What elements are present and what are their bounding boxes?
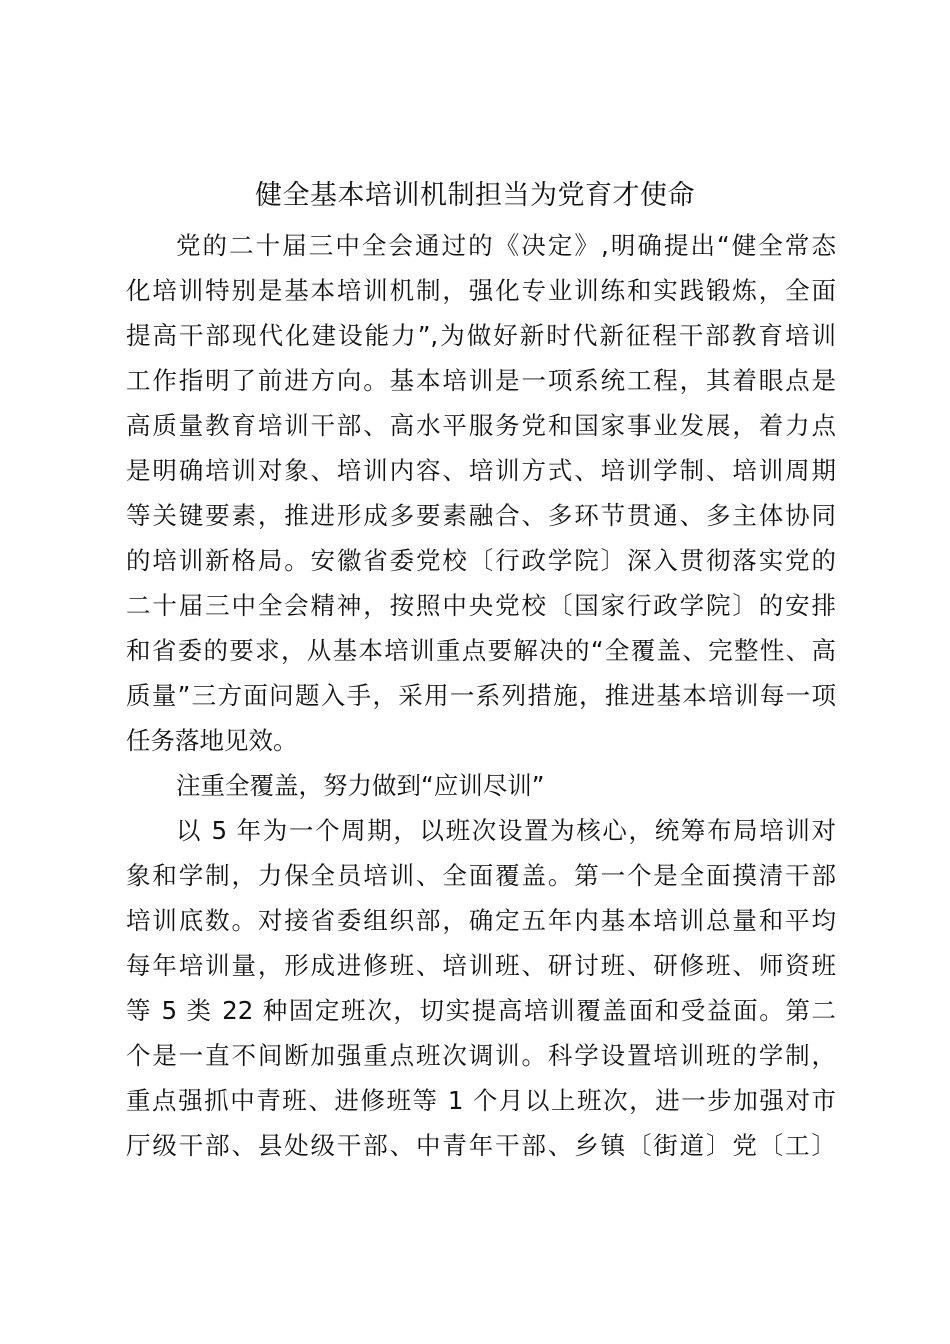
paragraph-line: 质量”三方面问题入手，采用一系列措施，推进基本培训每一项 xyxy=(126,681,836,710)
paragraph-line: 二十届三中全会精神，按照中央党校〔国家行政学院〕的安排 xyxy=(126,591,836,620)
paragraph-line: 厅级干部、县处级干部、中青年干部、乡镇〔街道〕党〔工〕 xyxy=(126,1131,836,1160)
paragraph-line: 党的二十届三中全会通过的《决定》,明确提出“健全常态 xyxy=(176,231,836,260)
paragraph-line: 等关键要素，推进形成多要素融合、多环节贯通、多主体协同 xyxy=(126,501,836,530)
paragraph-line: 象和学制，力保全员培训、全面覆盖。第一个是全面摸清干部 xyxy=(126,861,836,890)
paragraph-line: 个是一直不间断加强重点班次调训。科学设置培训班的学制， xyxy=(126,1041,836,1070)
paragraph-line: 的培训新格局。安徽省委党校〔行政学院〕深入贯彻落实党的 xyxy=(126,546,836,575)
paragraph-line: 高质量教育培训干部、高水平服务党和国家事业发展，着力点 xyxy=(126,411,836,440)
document-title: 健全基本培训机制担当为党育才使命 xyxy=(255,180,695,211)
paragraph-line: 化培训特别是基本培训机制，强化专业训练和实践锻炼，全面 xyxy=(126,276,836,305)
section-heading: 注重全覆盖，努力做到“应训尽训” xyxy=(176,771,545,800)
paragraph-line: 每年培训量，形成进修班、培训班、研讨班、研修班、师资班 xyxy=(126,951,836,980)
paragraph-line: 培训底数。对接省委组织部，确定五年内基本培训总量和平均 xyxy=(126,906,836,935)
paragraph-line: 重点强抓中青班、进修班等 1 个月以上班次，进一步加强对市 xyxy=(126,1086,836,1115)
paragraph-line: 任务落地见效。 xyxy=(126,726,298,755)
paragraph-line: 和省委的要求，从基本培训重点要解决的“全覆盖、完整性、高 xyxy=(126,636,836,665)
paragraph-line: 提高干部现代化建设能力”,为做好新时代新征程干部教育培训 xyxy=(126,321,836,350)
paragraph-line: 是明确培训对象、培训内容、培训方式、培训学制、培训周期 xyxy=(126,456,836,485)
paragraph-line: 等 5 类 22 种固定班次，切实提高培训覆盖面和受益面。第二 xyxy=(126,996,836,1025)
paragraph-line: 以 5 年为一个周期，以班次设置为核心，统筹布局培训对 xyxy=(176,816,836,845)
paragraph-line: 工作指明了前进方向。基本培训是一项系统工程，其着眼点是 xyxy=(126,366,836,395)
